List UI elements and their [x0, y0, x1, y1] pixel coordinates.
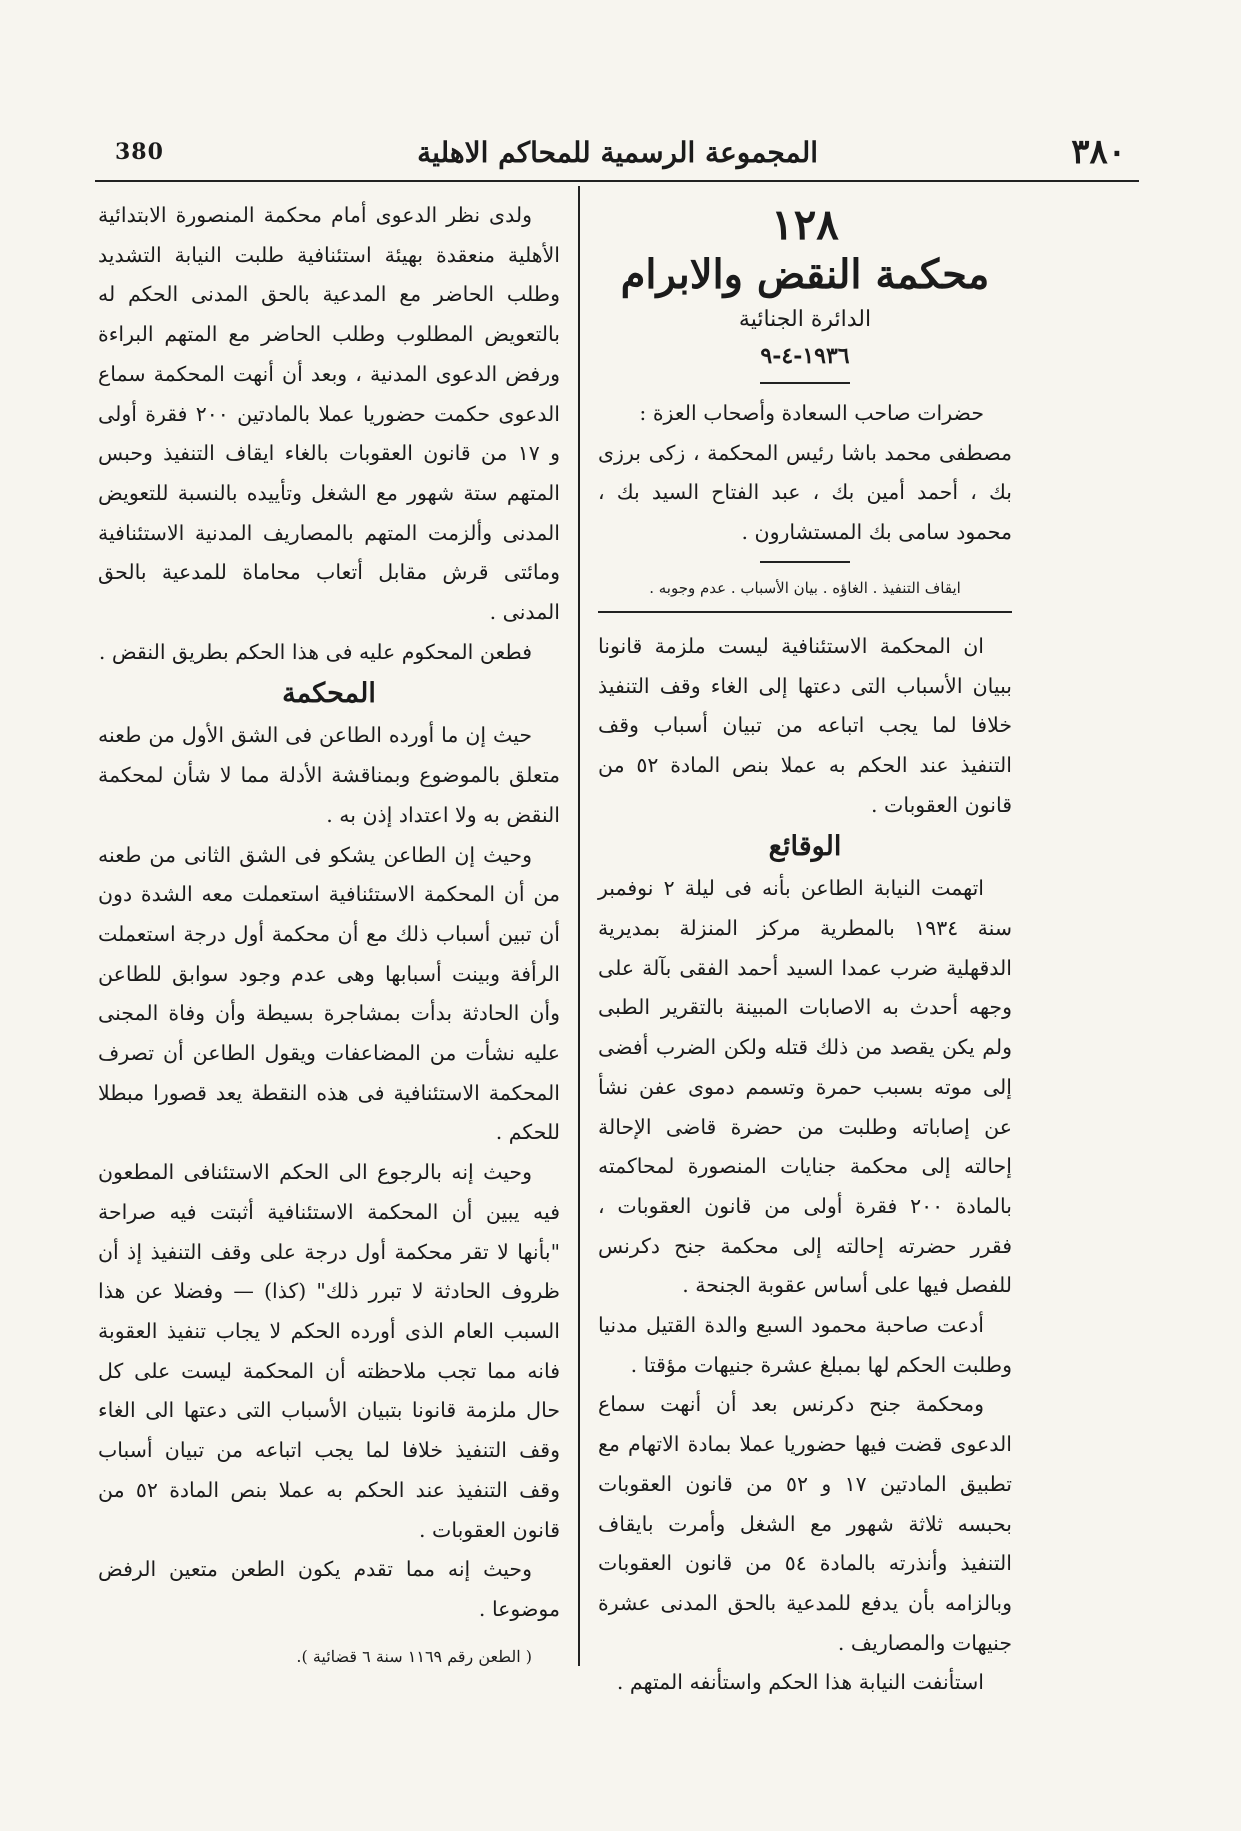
judgment-date: ١٩٣٦-٤-٩	[760, 343, 850, 369]
facts-paragraph: اتهمت النيابة الطاعن بأنه فى ليلة ٢ نوفمبر سنة ١٩٣٤ بالمطرية مركز المنزلة بمديرية الدقهلية ضرب عمدا السيد أحمد الفقى بآلة على وجهه أحدث به الاصابات المبينة بالتقرير الطبى ولم يكن يقصد من ذلك قتله ولكن الضرب أفضى إلى موته بسبب حمرة وتسمم دموى عفن نشأ عن إصاباته وطلبت من حضرة قاضى الإحالة إحالته إلى محكمة جنايات المنصورة لمحاكمته بالمادة ٢٠٠ فقرة أولى من قانون العقوبات ، فقرر حضرته إحالته إلى محكمة جنح دكرنس للفصل فيها على أساس عقوبة الجنحة .	[598, 876, 1013, 1298]
judges-intro: حضرات صاحب السعادة وأصحاب العزة :	[639, 401, 984, 425]
facts-paragraph: ومحكمة جنح دكرنس بعد أن أنهت سماع الدعوى قضت فيها حضوريا عملا بمادة الاتهام مع تطبيق المادتين ١٧ و ٥٢ من قانون العقوبات بحبسه ثلاثة شهور مع الشغل وأمرت بايقاف التنفيذ وأنذرته بالمادة ٥٤ من قانون العقوبات وبالزامه بأن يدفع للمدعية بالحق المدنى عشرة جنيهات والمصاريف .	[598, 1392, 1012, 1655]
facts-heading: الوقائع	[768, 831, 842, 863]
appeal-reference: ( الطعن رقم ١١٦٩ سنة ٦ قضائية ).	[296, 1646, 532, 1666]
page-number-latin: 380	[115, 139, 164, 165]
facts-paragraph: أدعت صاحبة محمود السبع والدة القتيل مدنيا وطلبت الحكم لها بمبلغ عشرة جنيهات مؤقتا .	[598, 1313, 1012, 1377]
body-paragraph: وحيث إنه مما تقدم يكون الطعن متعين الرفض موضوعا .	[98, 1557, 560, 1621]
body-paragraph: وحيث إن الطاعن يشكو فى الشق الثانى من طعنه من أن المحكمة الاستئنافية استعملت معه الشدة دون أن تبين أسباب ذلك مع أن محكمة أول درجة استعملت الرأفة وبينت أسبابها وهى عدم وجود سوابق للطاعن وأن الحادثة بدأت بمشاجرة بسيطة وأن وفاة المجنى عليه نشأت من المضاعفات ويقول الطاعن أن تصرف المحكمة الاستئنافية فى هذه النقطة يعد قصورا مبطلا للحكم .	[98, 842, 560, 1145]
short-divider	[760, 382, 850, 384]
section-divider	[598, 611, 1012, 613]
facts-paragraph: استأنفت النيابة هذا الحكم واستأنفه المتهم .	[616, 1670, 984, 1695]
body-paragraph: ولدى نظر الدعوى أمام محكمة المنصورة الابتدائية الأهلية منعقدة بهيئة استئنافية طلبت النيابة التشديد وطلب الحاضر مع المدعية بالحق المدنى الحكم له بالتعويض المطلوب وطلب الحاضر مع المتهم البراءة ورفض الدعوى المدنية ، وبعد أن أنهت المحكمة سماع الدعوى حكمت حضوريا عملا بالمادتين ٢٠٠ فقرة أولى و ١٧ من قانون العقوبات بالغاء ايقاف التنفيذ وحبس المتهم ستة شهور مع الشغل وتأييده بالنسبة للتعويض المدنى وألزمت المتهم بالمصاريف المدنية الاستئنافية ومائتى قرش مقابل أتعاب محاماة للمدعية بالحق المدنى .	[98, 203, 560, 625]
court-name: محكمة النقض والابرام	[620, 251, 990, 298]
legal-principle: ان المحكمة الاستئنافية ليست ملزمة قانونا ببيان الأسباب التى دعتها إلى الغاء وقف التنفيذ خلافا لما يجب اتباعه من تبيان أسباب وقف التنفيذ عند الحكم به عملا بنص المادة ٥٢ من قانون العقوبات .	[598, 633, 1012, 817]
short-divider	[760, 561, 850, 563]
column-divider	[578, 186, 580, 1666]
page-header	[115, 132, 1126, 172]
body-paragraph: فطعن المحكوم عليه فى هذا الحكم بطريق النقض .	[98, 639, 532, 664]
keywords-line: ايقاف التنفيذ . الغاؤه . بيان الأسباب . عدم وجوبه .	[649, 578, 961, 597]
body-paragraph: حيث إن ما أورده الطاعن فى الشق الأول من طعنه متعلق بالموضوع وبمناقشة الأدلة مما لا شأن لمحكمة النقض به ولا اعتداد إذن به .	[98, 723, 560, 827]
circuit-name: الدائرة الجنائية	[738, 307, 872, 332]
court-reasoning-heading: المحكمة	[282, 678, 376, 710]
publication-title: المجموعة الرسمية للمحاكم الاهلية	[417, 135, 818, 169]
left-column	[98, 196, 560, 1674]
page-number-arabic: ٣٨٠	[1071, 132, 1126, 172]
right-column	[598, 196, 1012, 1703]
case-number: ١٢٨	[771, 200, 839, 249]
header-rule	[95, 180, 1139, 182]
body-paragraph: وحيث إنه بالرجوع الى الحكم الاستئنافى المطعون فيه يبين أن المحكمة الاستئنافية أثبتت فيه صراحة "بأنها لا تقر محكمة أول درجة على وقف التنفيذ إذ أن ظروف الحادثة لا تبرر ذلك" (كذا) — وفضلا عن هذا السبب العام الذى أورده الحكم لا يجاب تنفيذ العقوبة فانه مما تجب ملاحظته أن المحكمة ليست على كل حال ملزمة قانونا بتبيان الأسباب التى دعتها الى الغاء وقف التنفيذ خلافا لما يجب اتباعه من تبيان أسباب وقف التنفيذ عند الحكم به عملا بنص المادة ٥٢ من قانون العقوبات .	[98, 1160, 560, 1542]
judges-list: مصطفى محمد باشا رئيس المحكمة ، زكى برزى بك ، أحمد أمين بك ، عبد الفتاح السيد بك ، محمود سامى بك المستشارون .	[598, 440, 1012, 545]
